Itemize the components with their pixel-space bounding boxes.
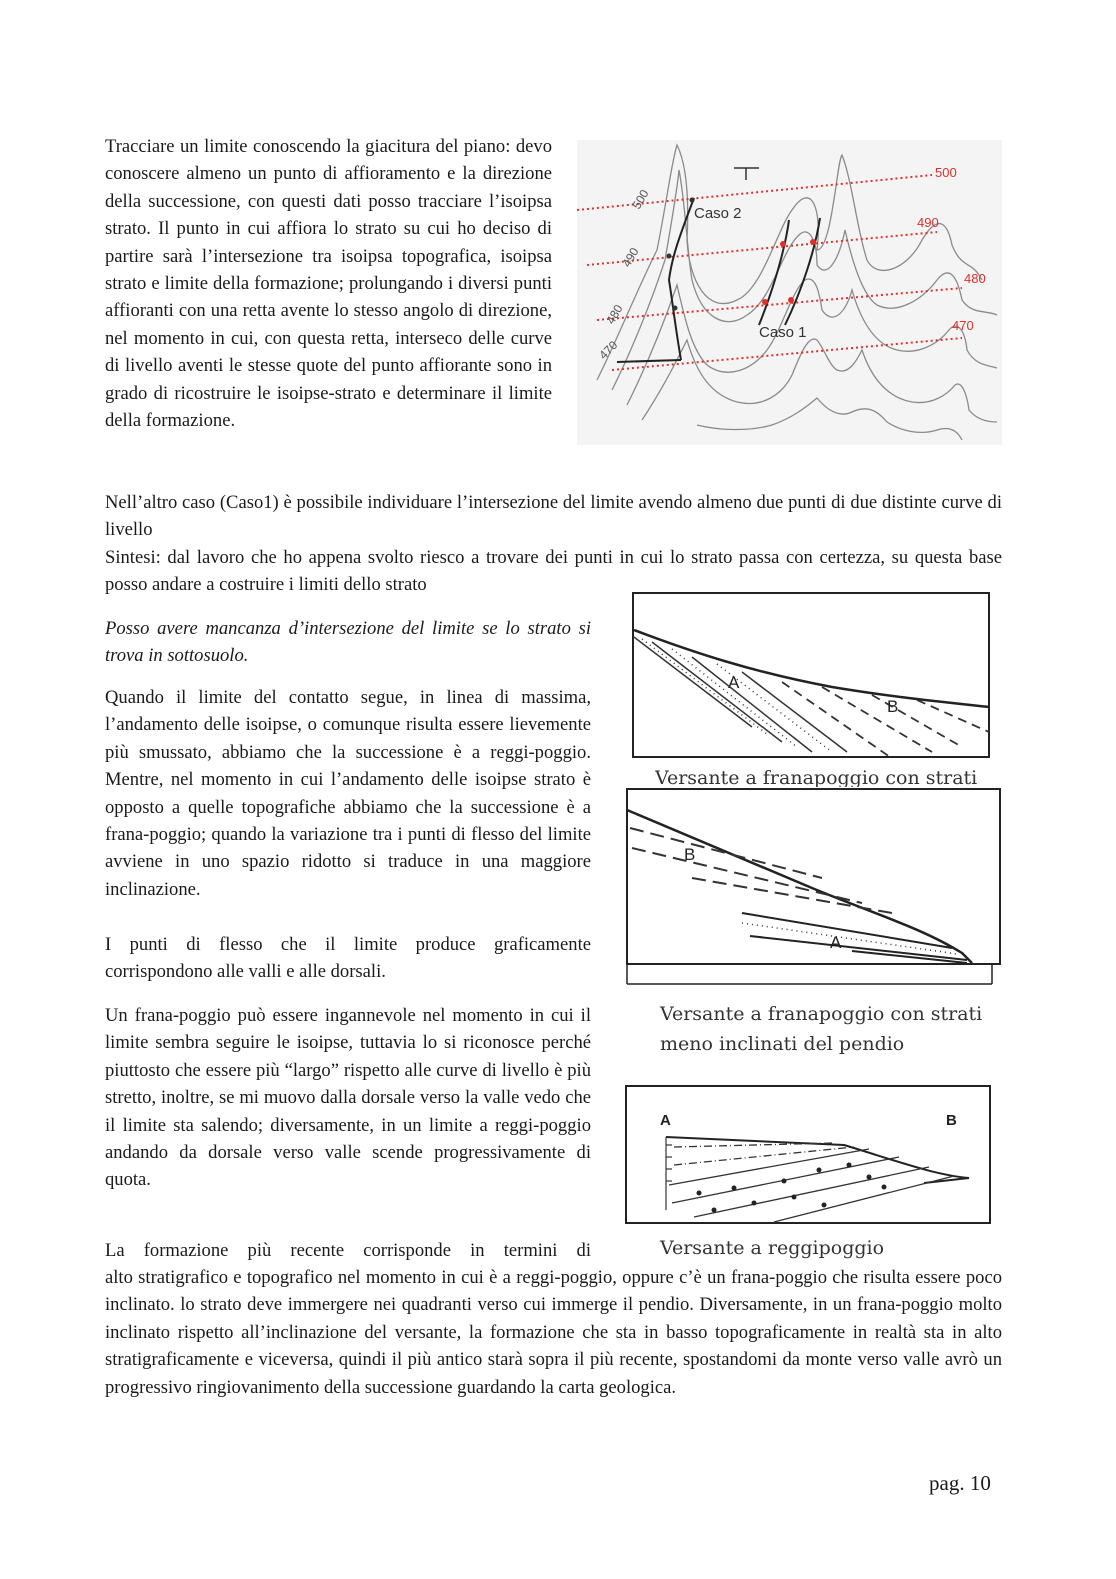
fig2-caption-line2: meno inclinati del pendio [660,1033,905,1055]
figure-franapoggio-meno-inclinati [622,788,1002,988]
fig2-label-b: B [684,845,696,864]
fig2-label-a: A [830,933,842,952]
caso1-label: Caso 1 [759,324,807,341]
paragraph-sintesi: Sintesi: dal lavoro che ho appena svolto riesco a trovare dei punti in cui lo strato passa con certezza, su questa base posso andare a costruire i limiti dello strato [105,547,1002,596]
caso2-label: Caso 2 [694,205,742,222]
paragraph-reggipoggio: Quando il limite del contatto segue, in linea di massima, l’andamento delle isoipse, o comunque risulta essere lievemente più smussato, abbiamo che la successione è a reggi-poggio. Mentre, nel momento in cui l’andamento delle isoipse strato è opposto a quelle topografiche abbiamo che la successione è a frana-poggio; quando la variazione tra i punti di flesso del limite avviene in uno spazio ridotto si traduce in una maggiore inclinazione. [105,687,591,900]
contour-map-figure [577,140,1002,445]
paragraph-punti-flesso: I punti di flesso che il limite produce graficamente corrispondono alle valli e alle dorsali. [105,934,591,983]
paragraph-formazione-recente-start: La formazione più recente corrisponde in termini di [105,1240,591,1261]
fig1-label-b: B [887,697,899,716]
paragraph-formazione-recente: alto stratigrafico e topografico nel momento in cui è a reggi-poggio, oppure c’è un frana-poggio che risulta essere poco inclinato. lo strato deve immergere nei quadranti verso cui immerge il pendio. Diversamente, in un frana-poggio molto inclinato rispetto all’inclinazione del versante, la formazione che sta in basso topograficamente in realtà sta in alto stratigraficamente e viceversa, quindi il più antico starà sopra il più recente, spostandomi da monte verso valle avrò un progressivo ringiovanimento della successione guardando la carta geologica. [105,1267,1002,1398]
fig1-label-a: A [728,673,740,692]
contour-label-490-right: 490 [917,215,939,230]
contour-label-500-right: 500 [935,165,957,180]
fig3-label-b: B [946,1112,957,1129]
fig1-caption: Versante a franapoggio con strati [655,767,978,787]
contour-label-470-left: 470 [596,338,621,363]
figure-franapoggio-strati [632,592,990,758]
paragraph-caso1: Nell’altro caso (Caso1) è possibile individuare l’intersezione del limite avendo almeno due punti di due distinte curve di livello [105,492,1002,541]
contour-label-480-left: 480 [603,302,626,327]
figure-reggipoggio [624,1085,992,1225]
contour-label-490-left: 490 [619,245,642,270]
contour-label-480-right: 480 [964,271,986,286]
contour-label-500-left: 500 [629,187,652,212]
fig3-label-a: A [660,1112,671,1129]
paragraph-sottosuolo: Posso avere mancanza d’intersezione del limite se lo strato si trova in sottosuolo. [105,618,591,667]
contour-label-470-right: 470 [952,318,974,333]
paragraph-franapoggio-ingannevole: Un frana-poggio può essere ingannevole nel momento in cui il limite sembra seguire le isoipse, tuttavia lo si riconosce perché piuttosto che essere più “largo” rispetto alle curve di livello è più stretto, inoltre, se mi muovo dalla dorsale verso la valle vedo che il limite sta salendo; diversamente, in un limite a reggi-poggio andando da dorsale verso valle scende progressivamente di quota. [105,1005,591,1191]
fig3-caption: Versante a reggipoggio [660,1237,885,1259]
fig2-caption-line1: Versante a franapoggio con strati [660,1003,983,1025]
page-number: pag. 10 [929,1471,991,1495]
paragraph-tracciare-limite: Tracciare un limite conoscendo la giacitura del piano: devo conoscere almeno un punto di affioramento e la direzione della successione, con questi dati posso tracciare l’isoipsa strato. Il punto in cui affiora lo strato su cui ho deciso di partire sarà l’intersezione tra isoipsa topografica, isoipsa strato e limite della formazione; prolungando i diversi punti affioranti con una retta avente lo stesso angolo di direzione, nel momento in cui, con questa retta, interseco delle curve di livello aventi le stesse quote del punto affiorante sono in grado di ricostruire le isoipse-strato e determinare il limite della formazione. [105,136,552,432]
